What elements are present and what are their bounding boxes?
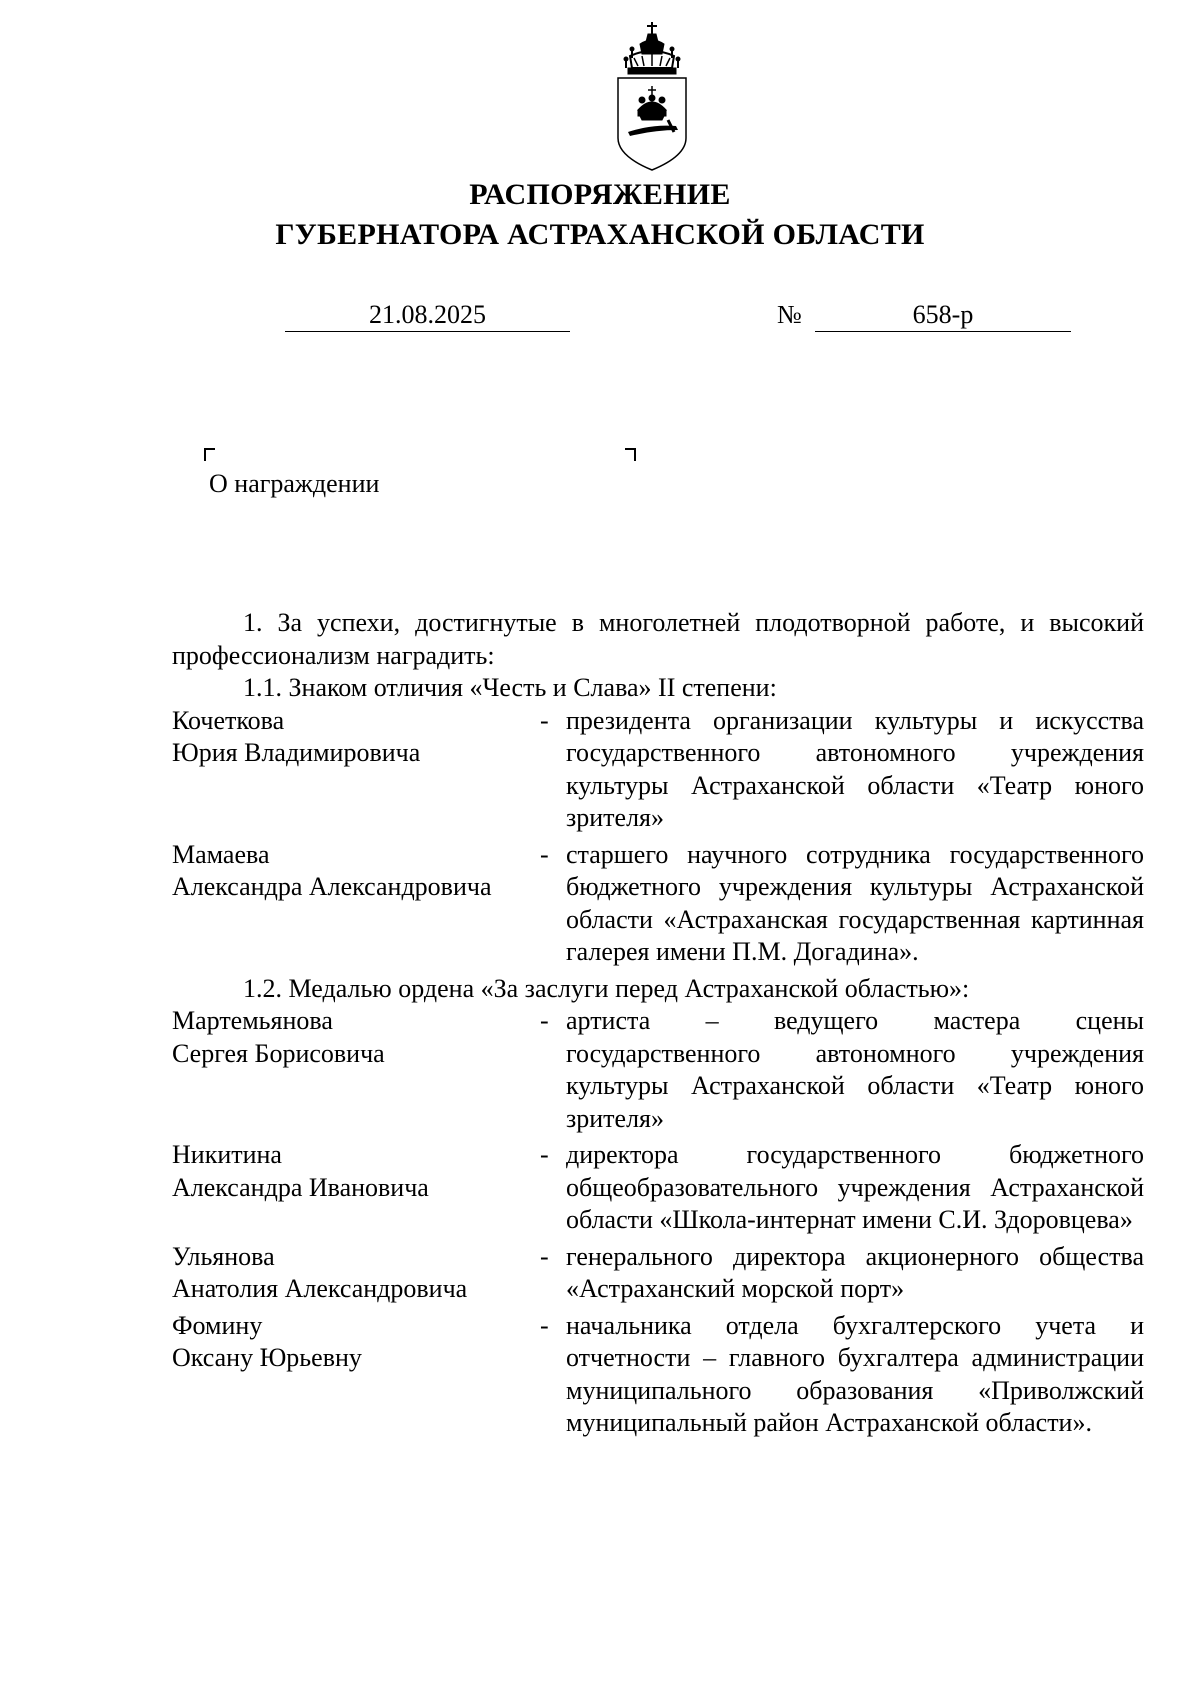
awardee-position: артиста – ведущего мастера сцены государственного автономного учреждения культуры Астраханской области «Театр юного зрителя» <box>566 1006 1144 1133</box>
document-subject: О награждении <box>209 469 380 498</box>
section-1-heading: 1.1. Знаком отличия «Честь и Слава» II степени: <box>243 673 777 702</box>
awardee-position: президента организации культуры и искусства государственного автономного учреждения культуры Астраханской области «Театр юного зрителя» <box>566 705 1144 832</box>
awardee-name <box>172 1139 540 1237</box>
awardee-given-name: Юрия Владимировича <box>172 738 421 767</box>
paragraph-1: 1. За успехи, достигнутые в многолетней плодотворной работе, и высокий профессионализм наградить: <box>172 608 1144 670</box>
document-body <box>172 607 1144 1444</box>
awardee-row <box>172 839 1144 969</box>
awardee-given-name: Оксану Юрьевну <box>172 1343 362 1372</box>
awardee-given-name: Александра Александровича <box>172 872 492 901</box>
issuer-title: ГУБЕРНАТОРА АСТРАХАНСКОЙ ОБЛАСТИ <box>275 218 925 251</box>
coat-of-arms-icon <box>612 20 692 172</box>
awardee-name <box>172 1310 540 1440</box>
awardee-dash: - <box>540 705 549 735</box>
subject-bracket-right <box>625 448 636 461</box>
awardee-row <box>172 705 1144 835</box>
awardee-name <box>172 705 540 835</box>
subject-bracket-left <box>204 448 215 461</box>
awardee-name <box>172 839 540 969</box>
awardee-dash: - <box>540 839 549 869</box>
awardee-dash: - <box>540 1140 549 1169</box>
awardee-position: начальника отдела бухгалтерского учета и отчетности – главного бухгалтера администрации муниципального образования «Приволжский муниципальный район Астраханской области». <box>566 1310 1144 1437</box>
awardee-given-name: Александра Ивановича <box>172 1172 429 1202</box>
awardee-position: директора государственного бюджетного общеобразовательного учреждения Астраханской области «Школа-интернат имени С.И. Здоровцева» <box>566 1140 1144 1234</box>
awardee-position: генерального директора акционерного общества «Астраханский морской порт» <box>566 1241 1144 1303</box>
document-date: 21.08.2025 <box>285 298 570 332</box>
awardee-row <box>172 1005 1144 1135</box>
section-2-heading: 1.2. Медалью ордена «За заслуги перед Астраханской областью»: <box>243 973 970 1003</box>
awardee-row <box>172 1139 1144 1237</box>
awardee-name <box>172 1241 540 1306</box>
awardee-surname: Кочеткова <box>172 705 285 735</box>
awardee-row <box>172 1310 1144 1440</box>
awardee-surname: Никитина <box>172 1140 282 1169</box>
awardee-position: старшего научного сотрудника государственного бюджетного учреждения культуры Астраханской области «Астраханская государственная картинная галерея имени П.М. Догадина». <box>566 839 1144 966</box>
awardee-name <box>172 1005 540 1135</box>
document-number: 658-р <box>815 298 1071 332</box>
awardee-given-name: Анатолия Александровича <box>172 1274 468 1303</box>
awardee-surname: Мамаева <box>172 839 270 869</box>
awardee-surname: Фомину <box>172 1310 263 1340</box>
awardee-dash: - <box>540 1241 549 1271</box>
awardee-dash: - <box>540 1006 549 1035</box>
number-sign: № <box>777 300 802 329</box>
awardee-surname: Ульянова <box>172 1241 275 1271</box>
awardee-row <box>172 1241 1144 1306</box>
awardee-dash: - <box>540 1310 549 1340</box>
awardee-surname: Мартемьянова <box>172 1006 333 1035</box>
awardee-given-name: Сергея Борисовича <box>172 1038 385 1068</box>
document-type-title: РАСПОРЯЖЕНИЕ <box>469 178 731 211</box>
